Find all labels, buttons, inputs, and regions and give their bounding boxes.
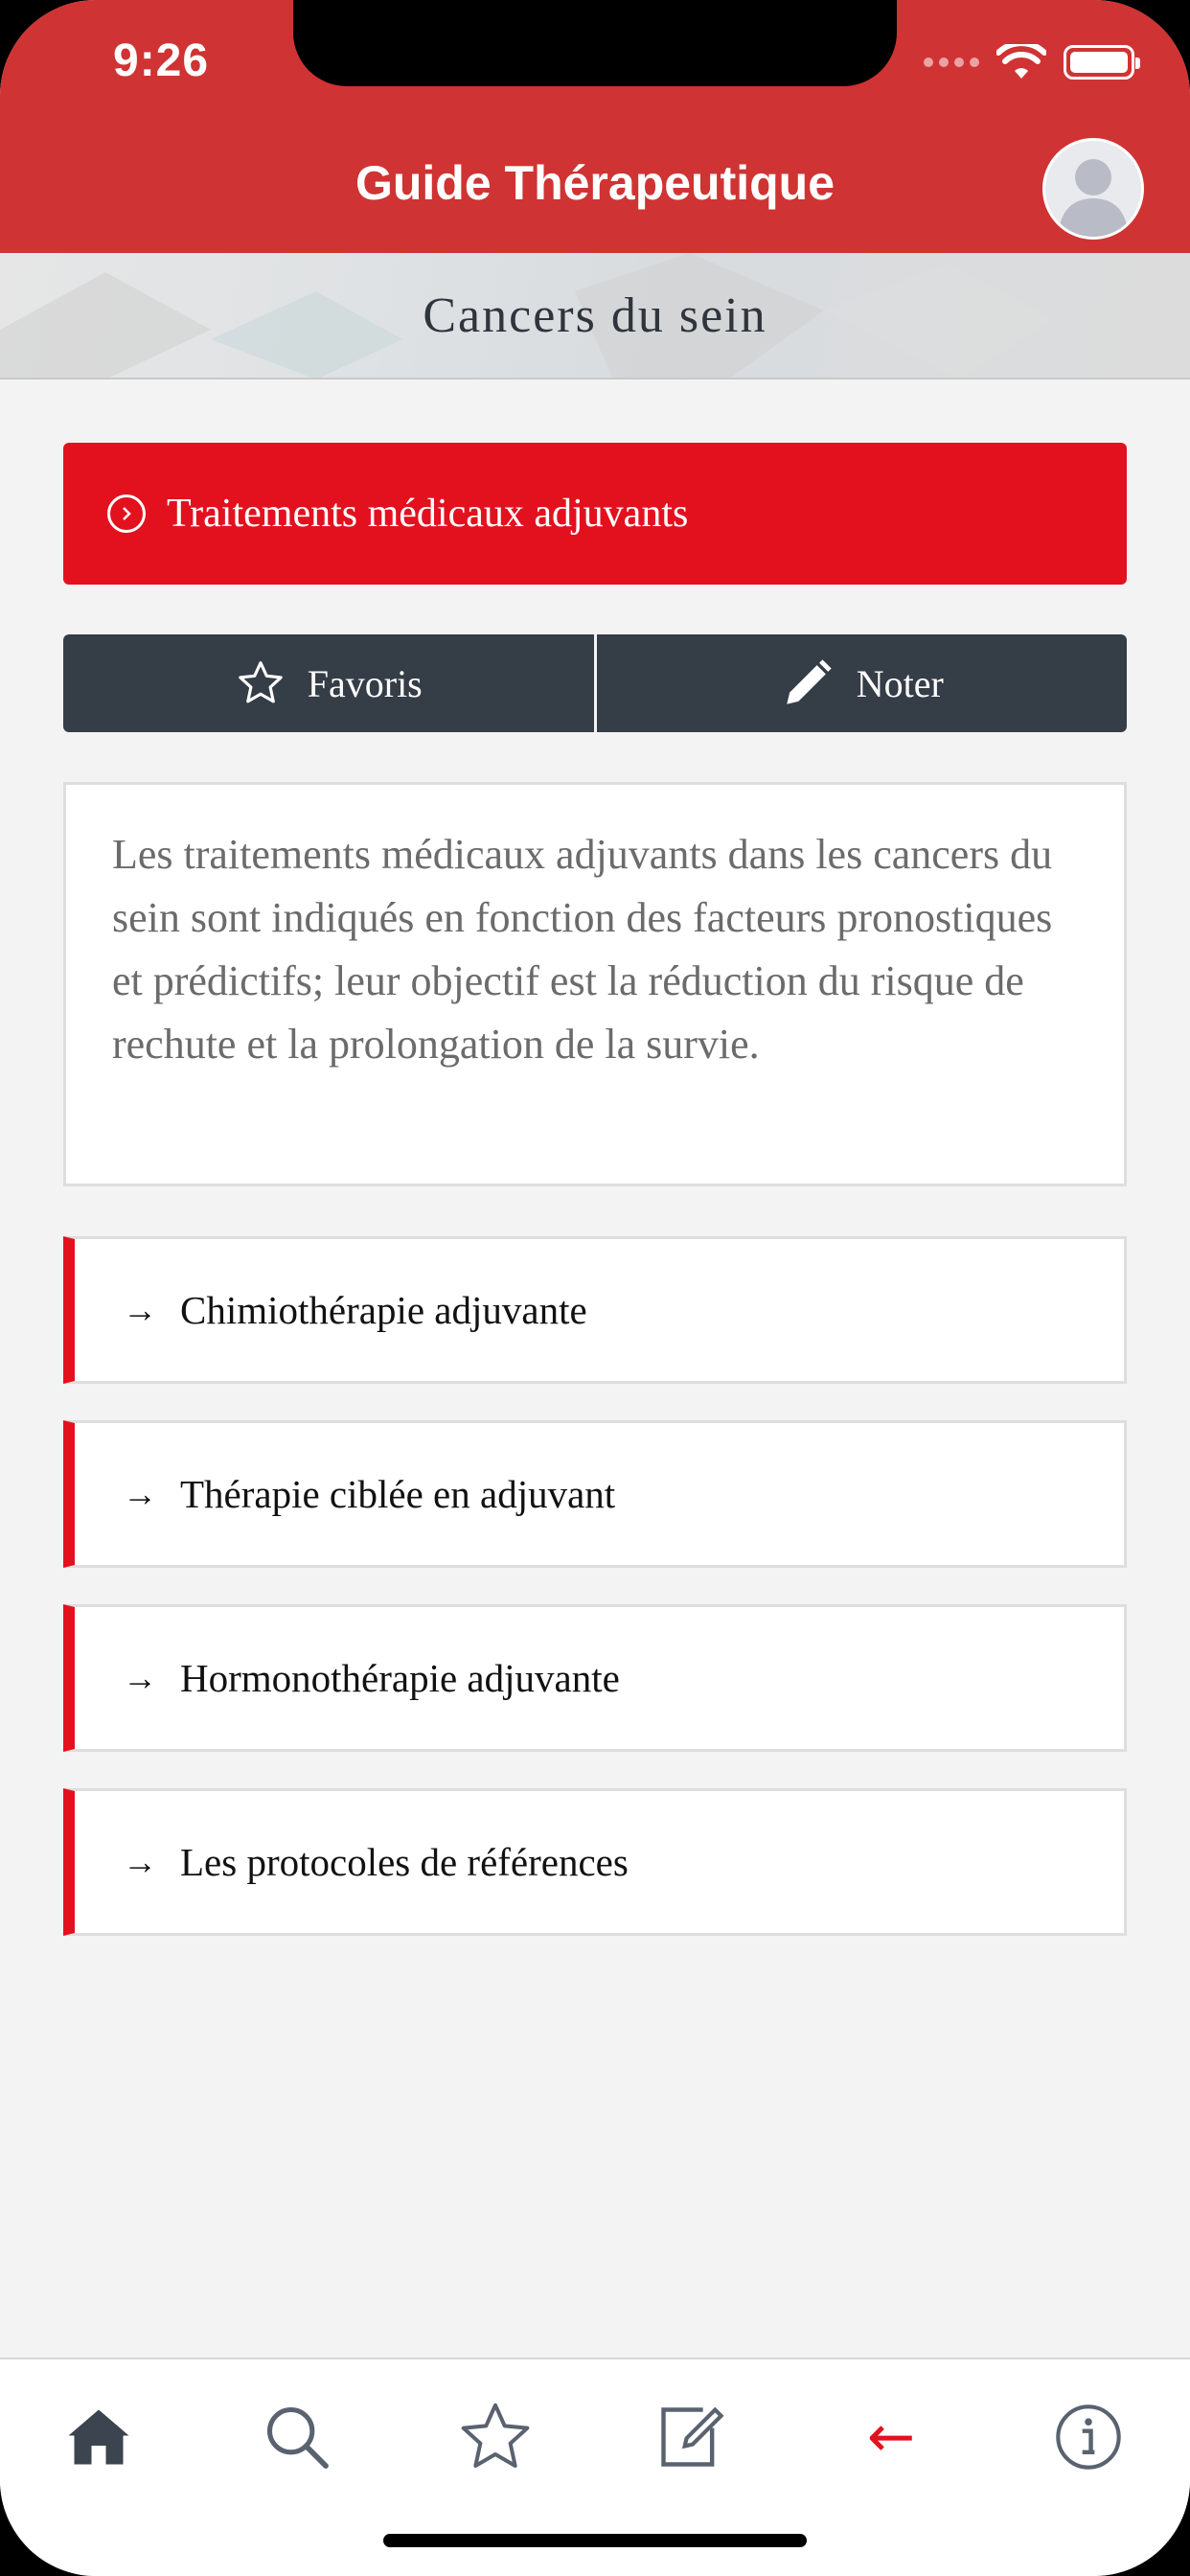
list-item-label: Hormonothérapie adjuvante	[180, 1656, 620, 1700]
list-item-label: Les protocoles de références	[180, 1840, 629, 1884]
tab-notes[interactable]	[648, 2394, 734, 2480]
section-title: Cancers du sein	[423, 288, 767, 343]
noter-label: Noter	[856, 661, 944, 705]
device-notch	[293, 0, 897, 86]
arrow-right-icon: →	[123, 1475, 157, 1513]
traitements-button[interactable]	[63, 443, 1127, 585]
edit-icon	[654, 2401, 727, 2473]
tab-favorites[interactable]	[452, 2394, 538, 2480]
tab-search[interactable]	[254, 2394, 340, 2480]
search-icon	[261, 2401, 333, 2473]
app-header	[0, 0, 1190, 253]
home-indicator	[383, 2534, 807, 2547]
arrow-right-icon: →	[123, 1659, 157, 1697]
arrow-right-icon: →	[123, 1291, 157, 1329]
status-time: 9:26	[113, 35, 210, 86]
list-item-label: Thérapie ciblée en adjuvant	[180, 1472, 616, 1516]
chevron-circle-icon	[107, 494, 146, 533]
list-item[interactable]	[63, 1236, 1127, 1384]
list-item-label: Chimiothérapie adjuvante	[180, 1288, 587, 1332]
back-arrow-icon: ←	[866, 2404, 916, 2471]
action-bar	[63, 634, 1127, 732]
noter-button[interactable]	[594, 634, 1128, 732]
description-box	[63, 782, 1127, 1186]
tab-info[interactable]	[1045, 2394, 1132, 2480]
battery-icon	[1064, 45, 1134, 80]
list-item[interactable]	[63, 1604, 1127, 1752]
favoris-button[interactable]	[63, 634, 594, 732]
app-title: Guide Thérapeutique	[355, 156, 835, 210]
user-silhouette-icon	[1045, 141, 1141, 237]
tab-back[interactable]	[848, 2394, 934, 2480]
status-indicators	[924, 44, 1134, 80]
list-item[interactable]	[63, 1420, 1127, 1568]
tab-home[interactable]	[56, 2394, 142, 2480]
description-text: Les traitements médicaux adjuvants dans les cancers du sein sont indiqués en fonction des facteurs pronostiques et prédictifs; leur objectif est la réduction du risque de rechute et la prolongation de la survie.	[112, 831, 1053, 1068]
home-icon	[64, 2403, 133, 2472]
favoris-label: Favoris	[307, 661, 423, 705]
section-banner	[0, 253, 1190, 380]
traitements-label: Traitements médicaux adjuvants	[167, 492, 689, 536]
star-outline-icon	[235, 657, 286, 709]
star-icon	[457, 2399, 534, 2475]
wifi-icon	[996, 44, 1046, 80]
arrow-right-icon: →	[123, 1843, 157, 1881]
signal-icon	[924, 58, 979, 67]
avatar[interactable]	[1042, 138, 1144, 240]
list-item[interactable]	[63, 1788, 1127, 1936]
info-icon	[1052, 2401, 1125, 2473]
pencil-icon	[780, 656, 835, 711]
